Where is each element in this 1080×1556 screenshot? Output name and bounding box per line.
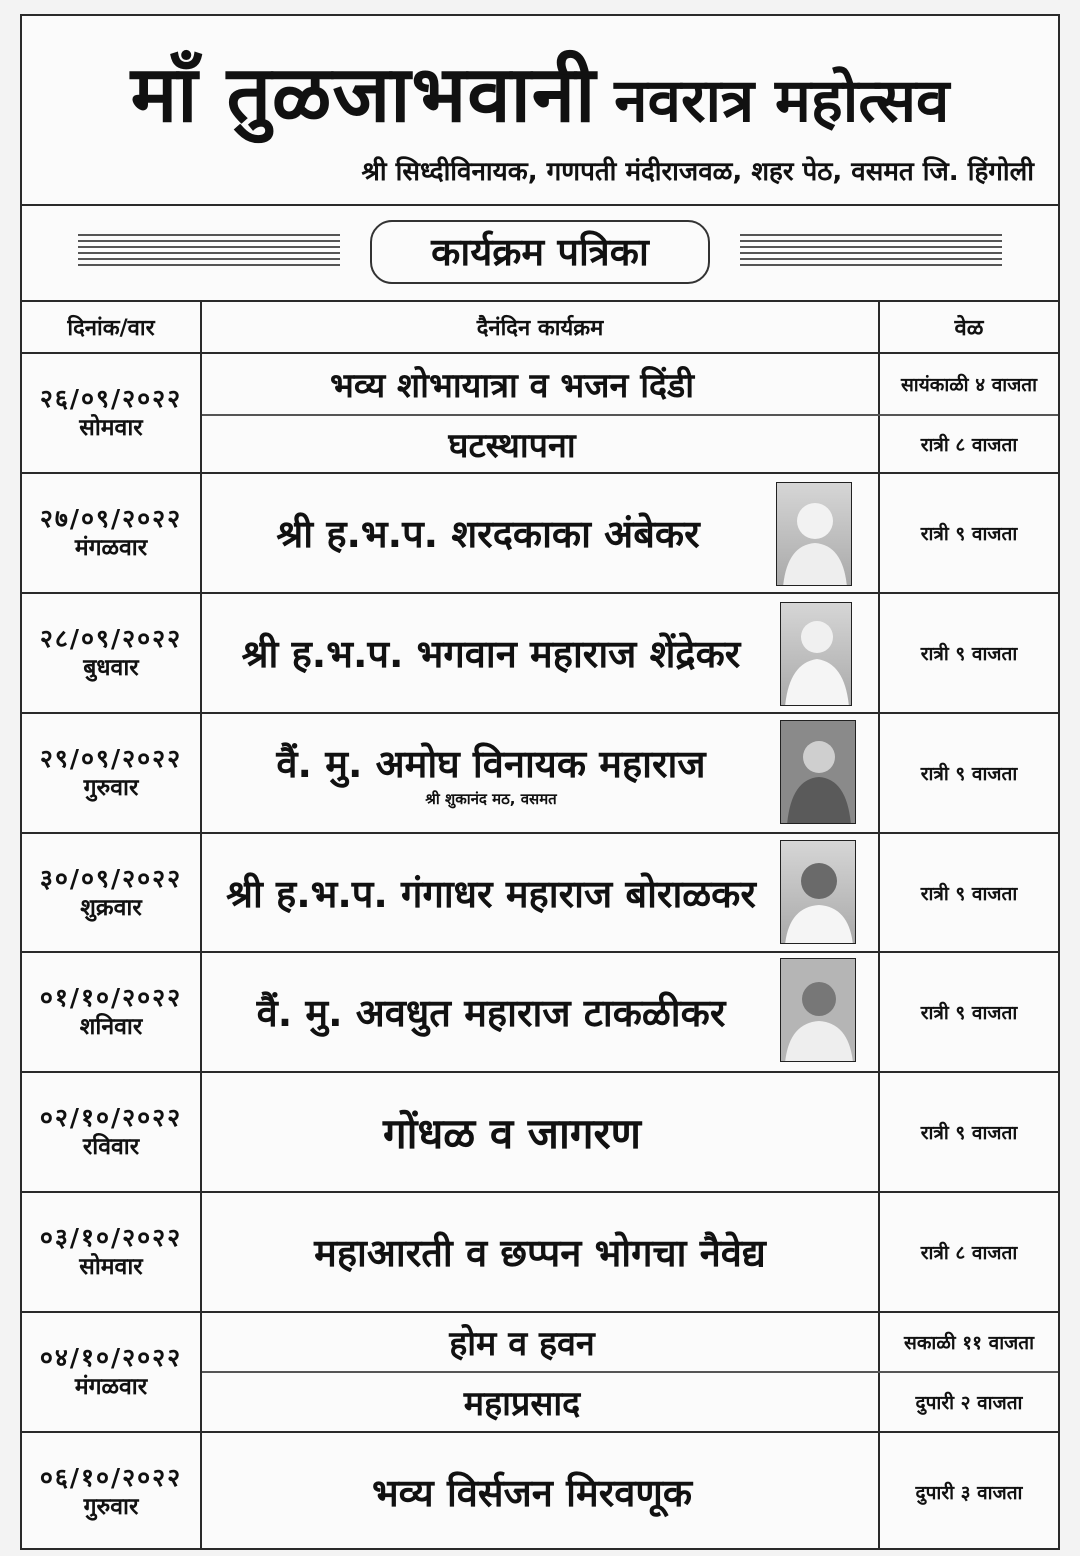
program-title: होम व हवन [449, 1324, 595, 1364]
table-row-date [22, 354, 200, 472]
date-value: २६/०९/२०२२ [39, 384, 183, 413]
poster-title [22, 38, 1058, 144]
weekday-value: बुधवार [83, 655, 139, 682]
decorative-lines-right [740, 234, 1002, 270]
table-row-date [22, 474, 200, 592]
program-title: श्री ह.भ.प. शरदकाका अंबेकर [276, 512, 700, 556]
title-main: माँ तुळजाभवानी [130, 50, 597, 140]
date-value: ०४/१०/२०२२ [39, 1343, 183, 1372]
table-row-date [22, 714, 200, 832]
program-time: दुपारी २ वाजता [915, 1392, 1023, 1414]
weekday-value: सोमवार [79, 415, 143, 442]
table-row-date [22, 1193, 200, 1311]
poster [20, 14, 1060, 1550]
program-title: वैं. मु. अमोघ विनायक महाराज [276, 742, 706, 786]
header-date: दिनांक/वार [67, 316, 155, 341]
program-cell [202, 714, 780, 832]
program-time: रात्री ८ वाजता [920, 1242, 1018, 1264]
program-title: महाआरती व छप्पन भोगचा नैवेद्य [314, 1231, 766, 1275]
guest-photo [780, 958, 856, 1062]
weekday-value: मंगळवार [74, 1374, 148, 1401]
program-banner-label: कार्यक्रम पत्रिका [370, 220, 710, 284]
program-title: गोंधळ व जागरण [382, 1108, 642, 1158]
venue-address: श्री सिध्दीविनायक, गणपती मंदीराजवळ, शहर पेठ, वसमत जि. हिंगोली [361, 157, 1034, 187]
program-time: रात्री ९ वाजता [920, 882, 1018, 905]
program-time: सकाळी ११ वाजता [903, 1332, 1035, 1354]
program-time: रात्री ९ वाजता [920, 1002, 1018, 1024]
title-sub: नवरात्र महोत्सव [614, 66, 950, 136]
table-row-date [22, 1313, 200, 1431]
guest-photo [780, 720, 856, 824]
program-title: श्री ह.भ.प. गंगाधर महाराज बोराळकर [226, 871, 756, 916]
decorative-lines-left [78, 234, 340, 270]
weekday-value: सोमवार [79, 1254, 143, 1281]
program-title: घटस्थापना [448, 426, 576, 466]
guest-photo [780, 840, 856, 944]
weekday-value: गुरुवार [83, 775, 139, 802]
program-time: रात्री ८ वाजता [920, 434, 1018, 456]
program-time: रात्री ९ वाजता [920, 1122, 1018, 1144]
table-row-date [22, 1073, 200, 1191]
program-title: भव्य शोभायात्रा व भजन दिंडी [329, 366, 695, 406]
guest-photo [780, 602, 852, 706]
header-program: दैनंदिन कार्यक्रम [476, 316, 604, 341]
date-value: २९/०९/२०२२ [39, 744, 183, 773]
program-time: रात्री ९ वाजता [920, 523, 1018, 545]
program-time: सायंकाळी ४ वाजता [900, 374, 1038, 396]
table-row-date [22, 834, 200, 951]
guest-photo [776, 482, 852, 586]
weekday-value: मंगळवार [74, 535, 148, 562]
program-title: श्री ह.भ.प. भगवान महाराज शेंद्रेकर [241, 632, 741, 676]
program-time: रात्री ९ वाजता [920, 763, 1018, 785]
program-time: दुपारी ३ वाजता [915, 1481, 1023, 1504]
date-value: ०३/१०/२०२२ [39, 1223, 183, 1252]
date-value: २७/०९/२०२२ [39, 504, 183, 533]
program-time: रात्री ९ वाजता [920, 643, 1018, 665]
weekday-value: रविवार [82, 1134, 140, 1161]
date-value: ०२/१०/२०२२ [39, 1103, 183, 1132]
poster-header [22, 16, 1058, 206]
program-banner [22, 204, 1058, 302]
table-row-date [22, 953, 200, 1071]
weekday-value: गुरुवार [83, 1493, 139, 1520]
header-time: वेळ [954, 316, 984, 341]
weekday-value: शनिवार [79, 1014, 143, 1041]
date-value: ३०/०९/२०२२ [39, 863, 183, 893]
program-title: वैं. मु. अवधुत महाराज टाकळीकर [256, 991, 726, 1035]
table-row-date [22, 594, 200, 712]
date-value: ०१/१०/२०२२ [39, 983, 183, 1012]
table-row-date [22, 1433, 200, 1550]
date-value: ०६/१०/२०२२ [39, 1462, 183, 1492]
program-title: महाप्रसाद [463, 1384, 581, 1424]
weekday-value: शुक्रवार [80, 894, 142, 921]
program-subtext: श्री शुकानंद मठ, वसमत [425, 790, 557, 808]
date-value: २८/०९/२०२२ [39, 624, 183, 653]
program-title: भव्य विर्सजन मिरवणूक [371, 1470, 693, 1515]
